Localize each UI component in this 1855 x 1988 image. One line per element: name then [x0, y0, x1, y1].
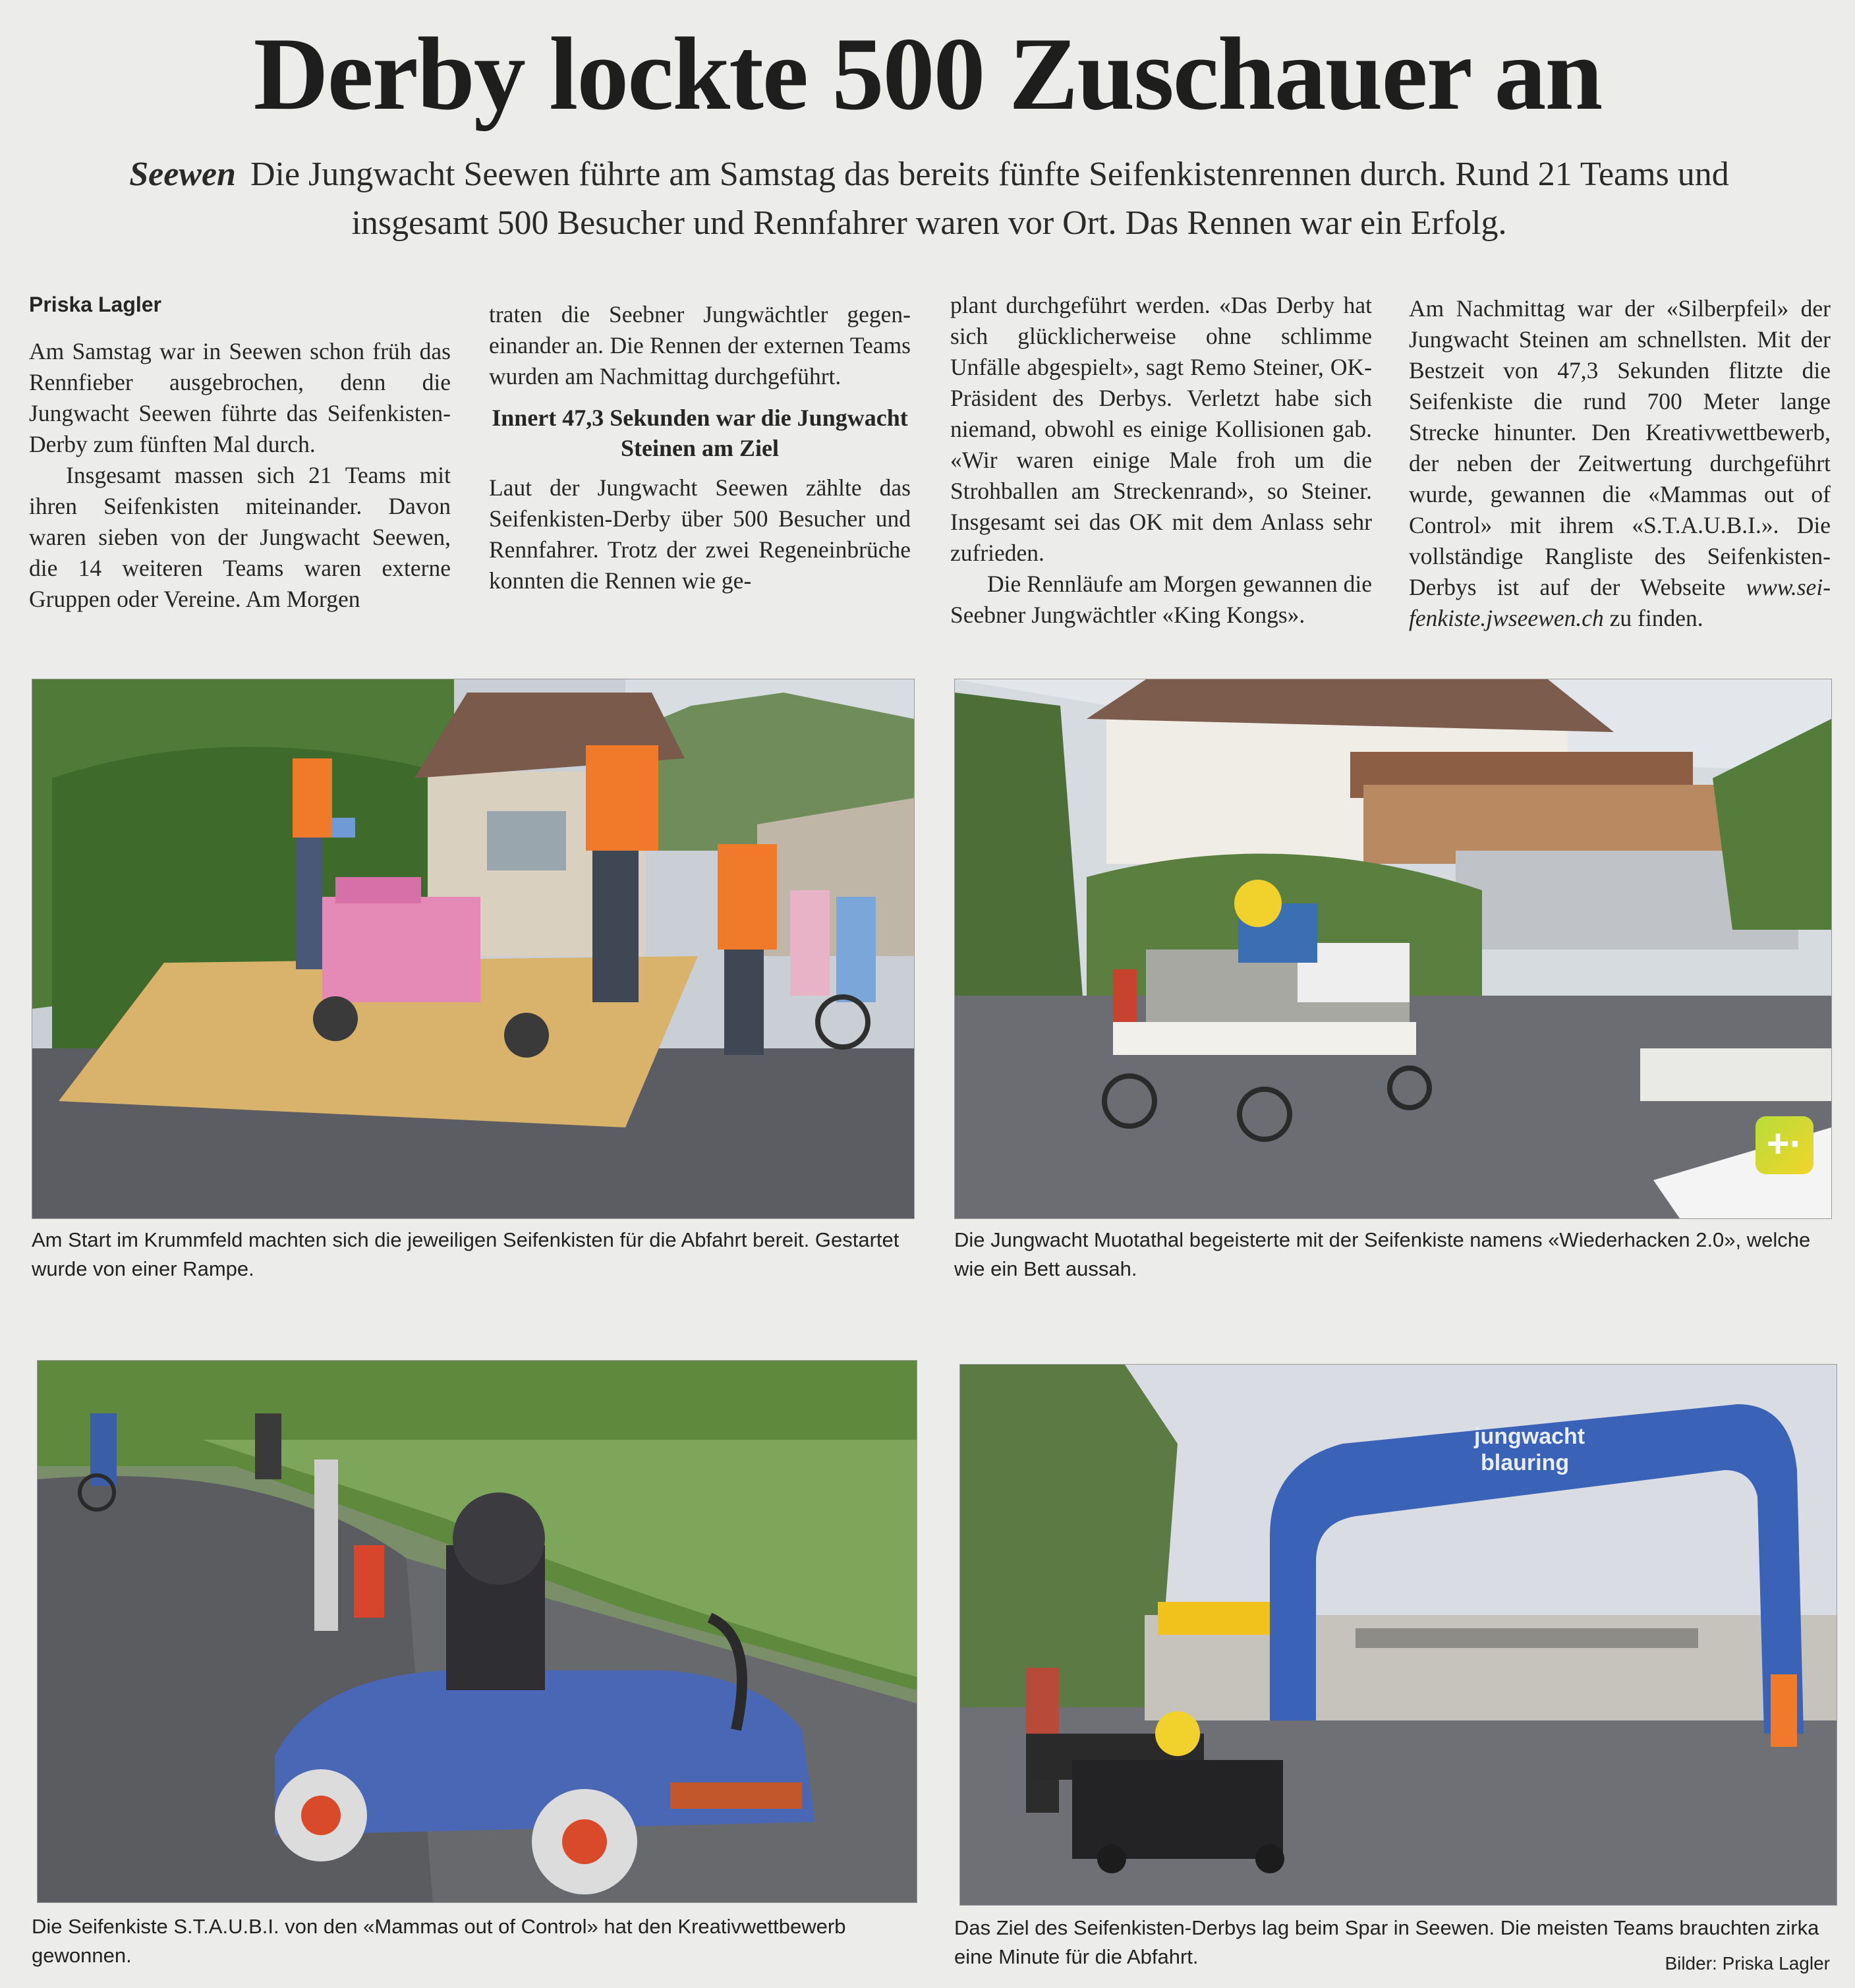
caption-start-ramp: Am Start im Krummfeld machten sich die jeweiligen Seifenkisten für die Abfahrt bereit. Gestartet wurde von einer Rampe.	[32, 1228, 899, 1280]
photo-bed-soapbox	[954, 679, 1832, 1219]
caption-bed-soapbox: Die Jungwacht Muotathal begeisterte mit der Seifenkiste namens «Wiederhacken 2.0», welche wie ein Bett aussah.	[954, 1228, 1811, 1280]
paragraph: Am Samstag war in Seewen schon früh das Rennfieber ausgebrochen, denn die Jungwacht Seewen führte das Seifenkisten-Derby zum fünften Mal durch.	[29, 338, 451, 457]
website-link: www.seifenkiste.jwseewen.ch	[1409, 574, 1831, 631]
paragraph: plant durchgeführt werden. «Das Derby hat sich glücklicherweise ohne schlimme Unfälle abgespielt», sagt Remo Steiner, OK-Präsident des Derbys. Verletzt habe sich niemand, obwohl es einige Kollisionen gab. «Wir waren einige Male froh um die Strohballen am Streckenrand», so Steiner. Insgesamt sei das OK mit dem Anlass sehr zufrieden.	[950, 292, 1372, 566]
photo-finish-arch-image	[960, 1365, 1837, 1905]
paragraph: Die Rennläufe am Morgen gewannen die Seebner Jungwächtler «King Kongs».	[950, 571, 1372, 628]
paragraph-text: Am Nachmittag war der «Silberpfeil» der Jungwacht Steinen am schnellsten. Mit der Bestzeit von 47,3 Sekunden flitzte die Seifenkiste die rund 700 Meter lange Strecke hinunter. Den Kreativwettbewerb, der neben der Zeitwertung durchgeführt wurde, gewannen die «Mammas out of Control» mit ihrem «S.T.A.U.B.I.». Die vollständige Rangliste des Seifenkisten-Derbys ist auf der Webseite	[1409, 295, 1831, 600]
paragraph: traten die Seebner Jungwächtler gegeneinander an. Die Rennen der externen Teams wurden am Nachmittag durchgeführt.	[489, 301, 911, 389]
photo-credit: Bilder: Priska Lagler	[1665, 1953, 1830, 1974]
article-column-4	[1409, 293, 1831, 634]
photo-finish-arch	[959, 1364, 1837, 1906]
article-column-2	[489, 299, 911, 596]
paragraph: Insgesamt massen sich 21 Teams mit ihren Seifenkisten miteinander. Davon waren sieben von der Jungwacht Seewen, die 14 weiteren Teams waren externe Gruppen oder Vereine. Am Morgen	[29, 462, 451, 612]
lead-paragraph	[72, 150, 1786, 248]
arch-text-blauring: blauring	[1481, 1450, 1570, 1475]
photo-staubi-car-image	[38, 1361, 917, 1902]
photo-staubi-car	[37, 1360, 917, 1903]
article-column-1	[29, 290, 451, 615]
photo-start-ramp	[32, 679, 915, 1219]
photo-start-ramp-image	[32, 679, 914, 1218]
lead-place: Seewen	[129, 156, 236, 193]
arch-text-jungwacht: jungwacht	[1474, 1424, 1585, 1449]
plus-badge-icon: +·	[1755, 1116, 1813, 1174]
caption-finish-arch: Das Ziel des Seifenkisten-Derbys lag beim Spar in Seewen. Die meisten Teams brauchten zirka eine Minute für die Abfahrt.	[954, 1916, 1819, 1968]
paragraph: Laut der Jungwacht Seewen zählte das Seifenkisten-Derby über 500 Besucher und Rennfahrer. Trotz der zwei Regeneinbrüche konnten die Rennen wie ge-	[489, 474, 911, 594]
headline: Derby lockte 500 Zuschauer an	[253, 16, 1602, 132]
lead-text: Die Jungwacht Seewen führte am Samstag das bereits fünfte Seifenkistenrennen durch. Rund 21 Teams und insgesamt 500 Besucher und Rennfahrer waren vor Ort. Das Rennen war ein Erfolg.	[250, 156, 1729, 242]
subheading: Innert 47,3 Sekunden war die Jungwacht Steinen am Ziel	[492, 405, 908, 461]
paragraph	[1409, 293, 1831, 634]
caption-staubi-car: Die Seifenkiste S.T.A.U.B.I. von den «Mammas out of Control» hat den Kreativwettbewerb gewonnen.	[32, 1915, 846, 1967]
photo-bed-soapbox-image	[955, 679, 1831, 1218]
paragraph-text-end: zu finden.	[1609, 605, 1703, 631]
author-byline: Priska Lagler	[29, 293, 161, 316]
article-column-3	[950, 290, 1372, 631]
